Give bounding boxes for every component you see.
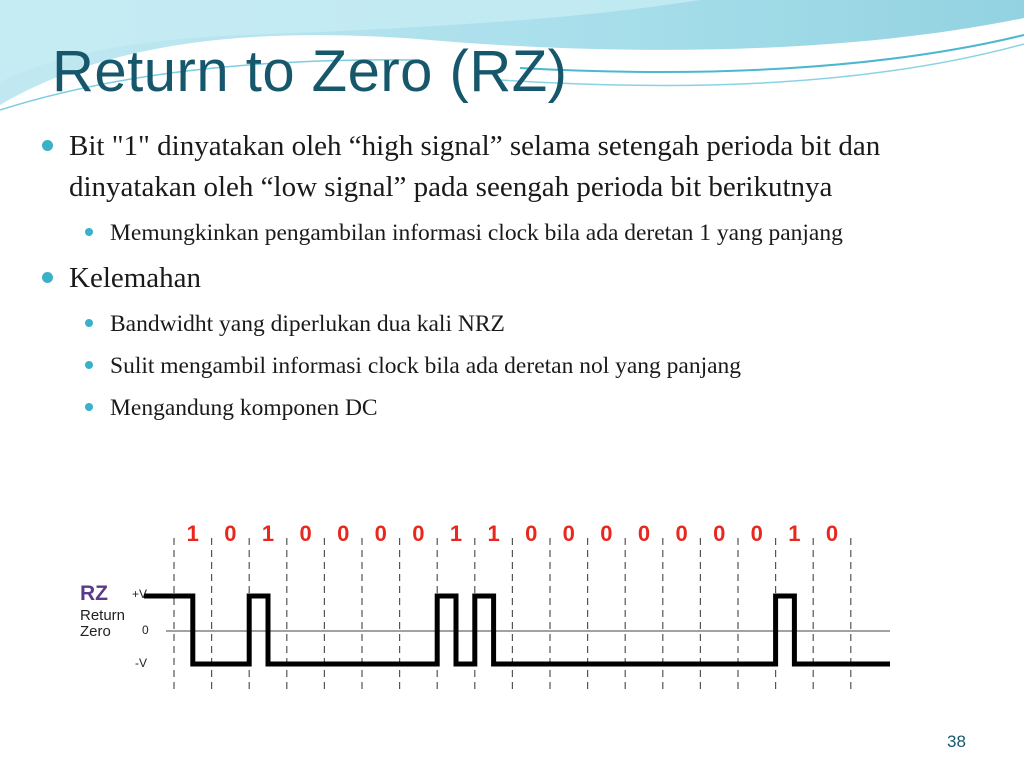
sub-bullet-item: Memungkinkan pengambilan informasi clock bila ada deretan 1 yang panjang <box>83 216 972 250</box>
bit-label: 0 <box>224 521 237 546</box>
bullet-text: Kelemahan <box>69 262 202 294</box>
bit-label: 1 <box>261 521 275 546</box>
bit-label: 0 <box>637 521 651 546</box>
sub-bullet-list <box>69 307 972 425</box>
bit-label: 1 <box>487 521 500 546</box>
rz-label: RZ <box>80 582 108 605</box>
page-number: 38 <box>947 732 966 751</box>
bit-label: 0 <box>562 521 575 546</box>
return-label: Return <box>80 607 126 624</box>
bit-label: 0 <box>374 521 387 546</box>
bit-label: 0 <box>750 521 763 546</box>
sub-bullet-item: Bandwidht yang diperlukan dua kali NRZ <box>83 307 972 341</box>
bit-label: 1 <box>788 521 801 546</box>
bit-label: 0 <box>337 521 350 546</box>
bullet-text: Bit "1" dinyatakan oleh “high signal” selama setengah perioda bit dan dinyatakan oleh “low signal” pada seengah perioda bit berikutnya <box>69 130 881 203</box>
rz-signal-trace <box>144 596 890 664</box>
sub-bullet-item: Sulit mengambil informasi clock bila ada deretan nol yang panjang <box>83 349 972 383</box>
sub-bullet-list <box>69 216 972 250</box>
bit-label: 0 <box>825 521 839 546</box>
zero-label: Zero <box>80 623 111 640</box>
rz-waveform-diagram <box>37 514 890 692</box>
bit-label: 0 <box>299 521 312 546</box>
bit-label: 0 <box>713 521 726 546</box>
slide-title: Return to Zero (RZ) <box>52 39 568 104</box>
bullet-item <box>42 258 972 425</box>
bit-label: 0 <box>675 521 688 546</box>
sub-bullet-item: Mengandung komponen DC <box>83 391 972 425</box>
zero-level-label: 0 <box>142 623 149 637</box>
minus-v-label: -V <box>135 656 147 670</box>
bit-label: 0 <box>525 521 538 546</box>
bullet-list <box>42 126 972 433</box>
plus-v-label: +V <box>132 587 148 601</box>
bit-label: 0 <box>412 521 425 546</box>
bullet-item <box>42 126 972 250</box>
bit-label: 0 <box>600 521 613 546</box>
rz-waveform-figure <box>37 514 890 692</box>
bit-label: 1 <box>449 521 463 546</box>
bit-label: 1 <box>186 521 199 546</box>
